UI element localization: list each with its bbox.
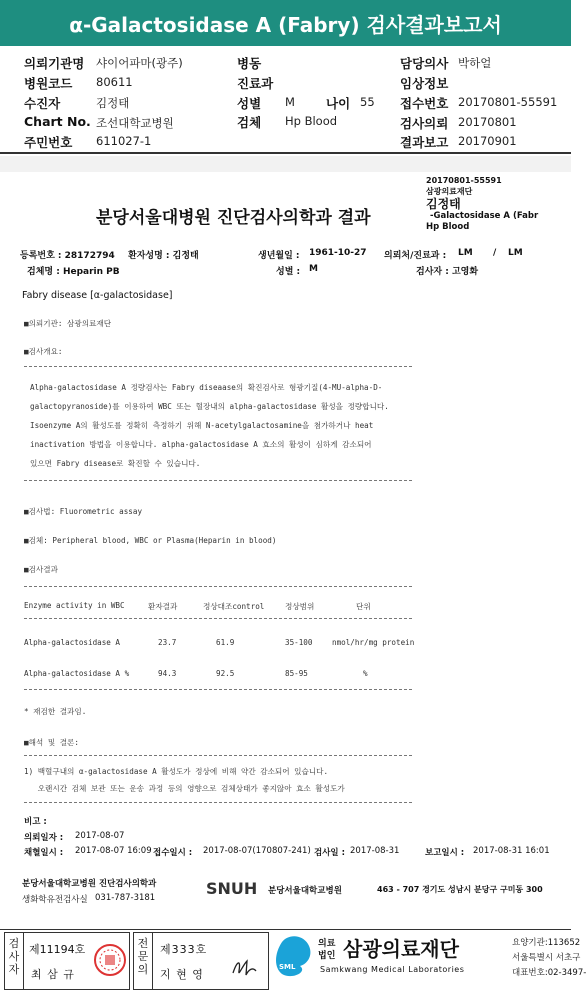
doctor-value: 박하얼 [458, 56, 492, 70]
registration-no: 등록번호 : 28172794 [20, 251, 115, 261]
stamp-specimen: Hp Blood [426, 222, 470, 232]
divider [24, 366, 412, 367]
org-name: 분당서울대학교병원 진단검사의학과 [22, 879, 157, 889]
table-cell: 92.5 [216, 669, 235, 678]
examiner-label: 검사자 [8, 937, 20, 976]
receipt-no-label: 접수번호 [400, 96, 449, 111]
retest-note: * 재검한 결과임. [24, 707, 87, 716]
overview-line: 있으면 Fabry disease로 확진할 수 있습니다. [30, 459, 201, 468]
specialist-label: 전문의 [137, 937, 149, 976]
dob-label: 생년월일 : [258, 251, 300, 261]
receipt-label: 접수일시 : [153, 848, 193, 858]
examiner-box [4, 932, 130, 990]
test-date-label: 검사일 : [314, 848, 345, 858]
stamp-test: -Galactosidase A (Fabr [430, 211, 539, 221]
overview-line: Alpha-galactosidase A 정량검사는 Fabry diseaase의 확진검사로 형광기질(4-MU-alpha-D- [30, 383, 383, 392]
collect-value: 2017-08-07 16:09 [75, 846, 152, 856]
requester-dept: LM [508, 248, 523, 258]
chart-no-value: 조선대학교병원 [96, 116, 174, 130]
clinical-info-label: 임상정보 [400, 76, 449, 91]
request-date-label: 의뢰일자 : [24, 833, 64, 843]
divider [152, 933, 153, 989]
requester-value: LM [458, 248, 473, 258]
stamp-number: 20170801-55591 [426, 176, 502, 185]
table-cell: 94.3 [158, 669, 177, 678]
examiner-name: 최 삼 규 [31, 968, 75, 981]
hospital-code-label: 병원코드 [24, 76, 73, 91]
sex-label: 성별 [237, 96, 262, 111]
stamp-org: 삼광의료재단 [426, 187, 473, 196]
specimen-name: 검체명 : Heparin PB [27, 267, 120, 277]
ward-label: 병동 [237, 56, 262, 71]
disease-title: Fabry disease [α-galactosidase] [22, 290, 173, 301]
table-header: 정상범위 [285, 602, 315, 611]
table-header: 단위 [356, 602, 371, 611]
dob-value: 1961-10-27 [309, 248, 367, 258]
table-cell: nmol/hr/mg protein [332, 638, 415, 647]
report-time-label: 보고일시 : [425, 848, 465, 858]
specialist-box [133, 932, 269, 990]
hospital-code-value: 80611 [96, 75, 133, 89]
request-date-value: 20170801 [458, 115, 517, 129]
address: 463 - 707 경기도 성남시 분당구 구미동 300 [377, 885, 543, 894]
report-date-value: 20170901 [458, 134, 517, 148]
report-title: α-Galactosidase A (Fabry) 검사결과보고서 [0, 0, 571, 46]
referral-line: ■의뢰기관: 삼광의료재단 [24, 319, 112, 328]
test-date-value: 2017-08-31 [350, 846, 400, 856]
collector-value: 김정태 [96, 96, 130, 110]
collector-label: 수진자 [24, 96, 61, 111]
table-cell: 23.7 [158, 638, 177, 647]
specimen-line: ■검체: Peripheral blood, WBC or Plasma(Heparin in blood) [24, 536, 277, 545]
divider [24, 802, 412, 803]
table-cell: 85-95 [285, 669, 308, 678]
divider [24, 480, 412, 481]
divider [24, 689, 412, 690]
requester-label: 의뢰처/진료과 : [384, 251, 447, 261]
interpretation-line: 오랜시간 검체 보관 또는 운송 과정 등의 영향으로 검체상태가 좋지않아 효소 활성도가 [24, 784, 345, 793]
divider [24, 586, 412, 587]
corp-label: 법인 [318, 951, 336, 961]
report-heading: 분당서울대병원 진단검사의학과 결과 [96, 208, 371, 228]
receipt-no-value: 20170801-55591 [458, 95, 558, 109]
examiner-seal-icon [93, 943, 127, 977]
org-phone: 031-787-3181 [95, 893, 156, 903]
snuh-logo: SNUH [206, 879, 258, 898]
resident-no-label: 주민번호 [24, 135, 73, 150]
age-label: 나이 [326, 96, 351, 111]
doctor-label: 담당의사 [400, 56, 449, 71]
overview-heading: ■검사개요: [24, 347, 63, 356]
request-date-label: 검사의뢰 [400, 116, 449, 131]
table-header: 정상대조control [203, 602, 265, 611]
org-lab: 생화학유전검사실 [22, 895, 88, 905]
requester-value: 샤이어파마(광주) [96, 56, 183, 70]
collect-label: 채혈일시 : [24, 848, 64, 858]
specimen-label: 검체 [237, 115, 262, 130]
report-time-value: 2017-08-31 16:01 [473, 846, 550, 856]
sex-label: 성별 : [276, 267, 301, 277]
sml-logo-icon [272, 934, 314, 980]
examiner-number: 제11194호 [29, 943, 86, 956]
results-heading: ■검사결과 [24, 565, 58, 574]
corp-info: 대표번호:02-3497- [512, 968, 586, 978]
age-value: 55 [360, 95, 375, 109]
examiner: 검사자 : 고영화 [416, 267, 479, 277]
table-cell: 35-100 [285, 638, 313, 647]
requester-separator: / [493, 248, 497, 258]
specimen-value: Hp Blood [285, 114, 338, 128]
department-label: 진료과 [237, 76, 274, 91]
table-cell: % [363, 669, 368, 678]
interpretation-heading: ■해석 및 결론: [24, 738, 79, 747]
divider [24, 755, 412, 756]
sml-logo-badge: SML [279, 963, 296, 971]
separator [0, 156, 571, 172]
overview-line: Isoenzyme A의 활성도를 정확히 측정하기 위해 N-acetylgalactosamine을 첨가하거나 heat [30, 421, 374, 430]
corp-english-name: Samkwang Medical Laboratories [320, 965, 465, 974]
corp-label: 의료 [318, 939, 336, 949]
receipt-value: 2017-08-07(170807-241) [203, 846, 311, 856]
request-date-value: 2017-08-07 [75, 831, 125, 841]
resident-no-value: 611027-1 [96, 134, 152, 148]
requester-label: 의뢰기관명 [24, 56, 85, 71]
divider [24, 618, 412, 619]
table-header: 환자결과 [148, 602, 178, 611]
report-date-label: 결과보고 [400, 135, 449, 150]
specialist-number: 제333호 [160, 943, 208, 956]
overview-line: inactivation 방법을 이용합니다. alpha-galactosidase A 효소의 활성이 심하게 감소되어 [30, 440, 372, 449]
sex-value: M [309, 264, 318, 274]
chart-no-label: Chart No. [24, 114, 91, 129]
corp-name: 삼광의료재단 [343, 937, 459, 961]
method-line: ■검사법: Fluorometric assay [24, 507, 143, 516]
corp-info: 요양기관:113652 [512, 938, 581, 948]
interpretation-line: 1) 백혈구내의 α-galactosidase A 활성도가 정상에 비해 약간 감소되어 있습니다. [24, 767, 329, 776]
divider [23, 933, 24, 989]
table-header: Enzyme activity in WBC [24, 601, 125, 610]
note-label: 비고 : [24, 817, 47, 827]
table-cell: Alpha-galactosidase A [24, 638, 121, 647]
table-cell: 61.9 [216, 638, 235, 647]
signature-icon [229, 955, 259, 981]
overview-line: galactopyranoside)를 이용하여 WBC 또는 혈장내의 alpha-galactosidase 활성을 정량합니다. [30, 402, 389, 411]
patient-info-panel [0, 46, 571, 154]
stamp-name: 김정태 [426, 197, 461, 211]
corp-info: 서울특별시 서초구 [512, 953, 581, 963]
table-cell: Alpha-galactosidase A % [24, 669, 130, 678]
footer [0, 929, 586, 994]
sex-value: M [285, 95, 295, 109]
snuh-logo-sub: 분당서울대학교병원 [268, 886, 342, 896]
patient-name: 환자성명 : 김정태 [128, 251, 199, 261]
specialist-name: 지 현 영 [160, 968, 204, 981]
